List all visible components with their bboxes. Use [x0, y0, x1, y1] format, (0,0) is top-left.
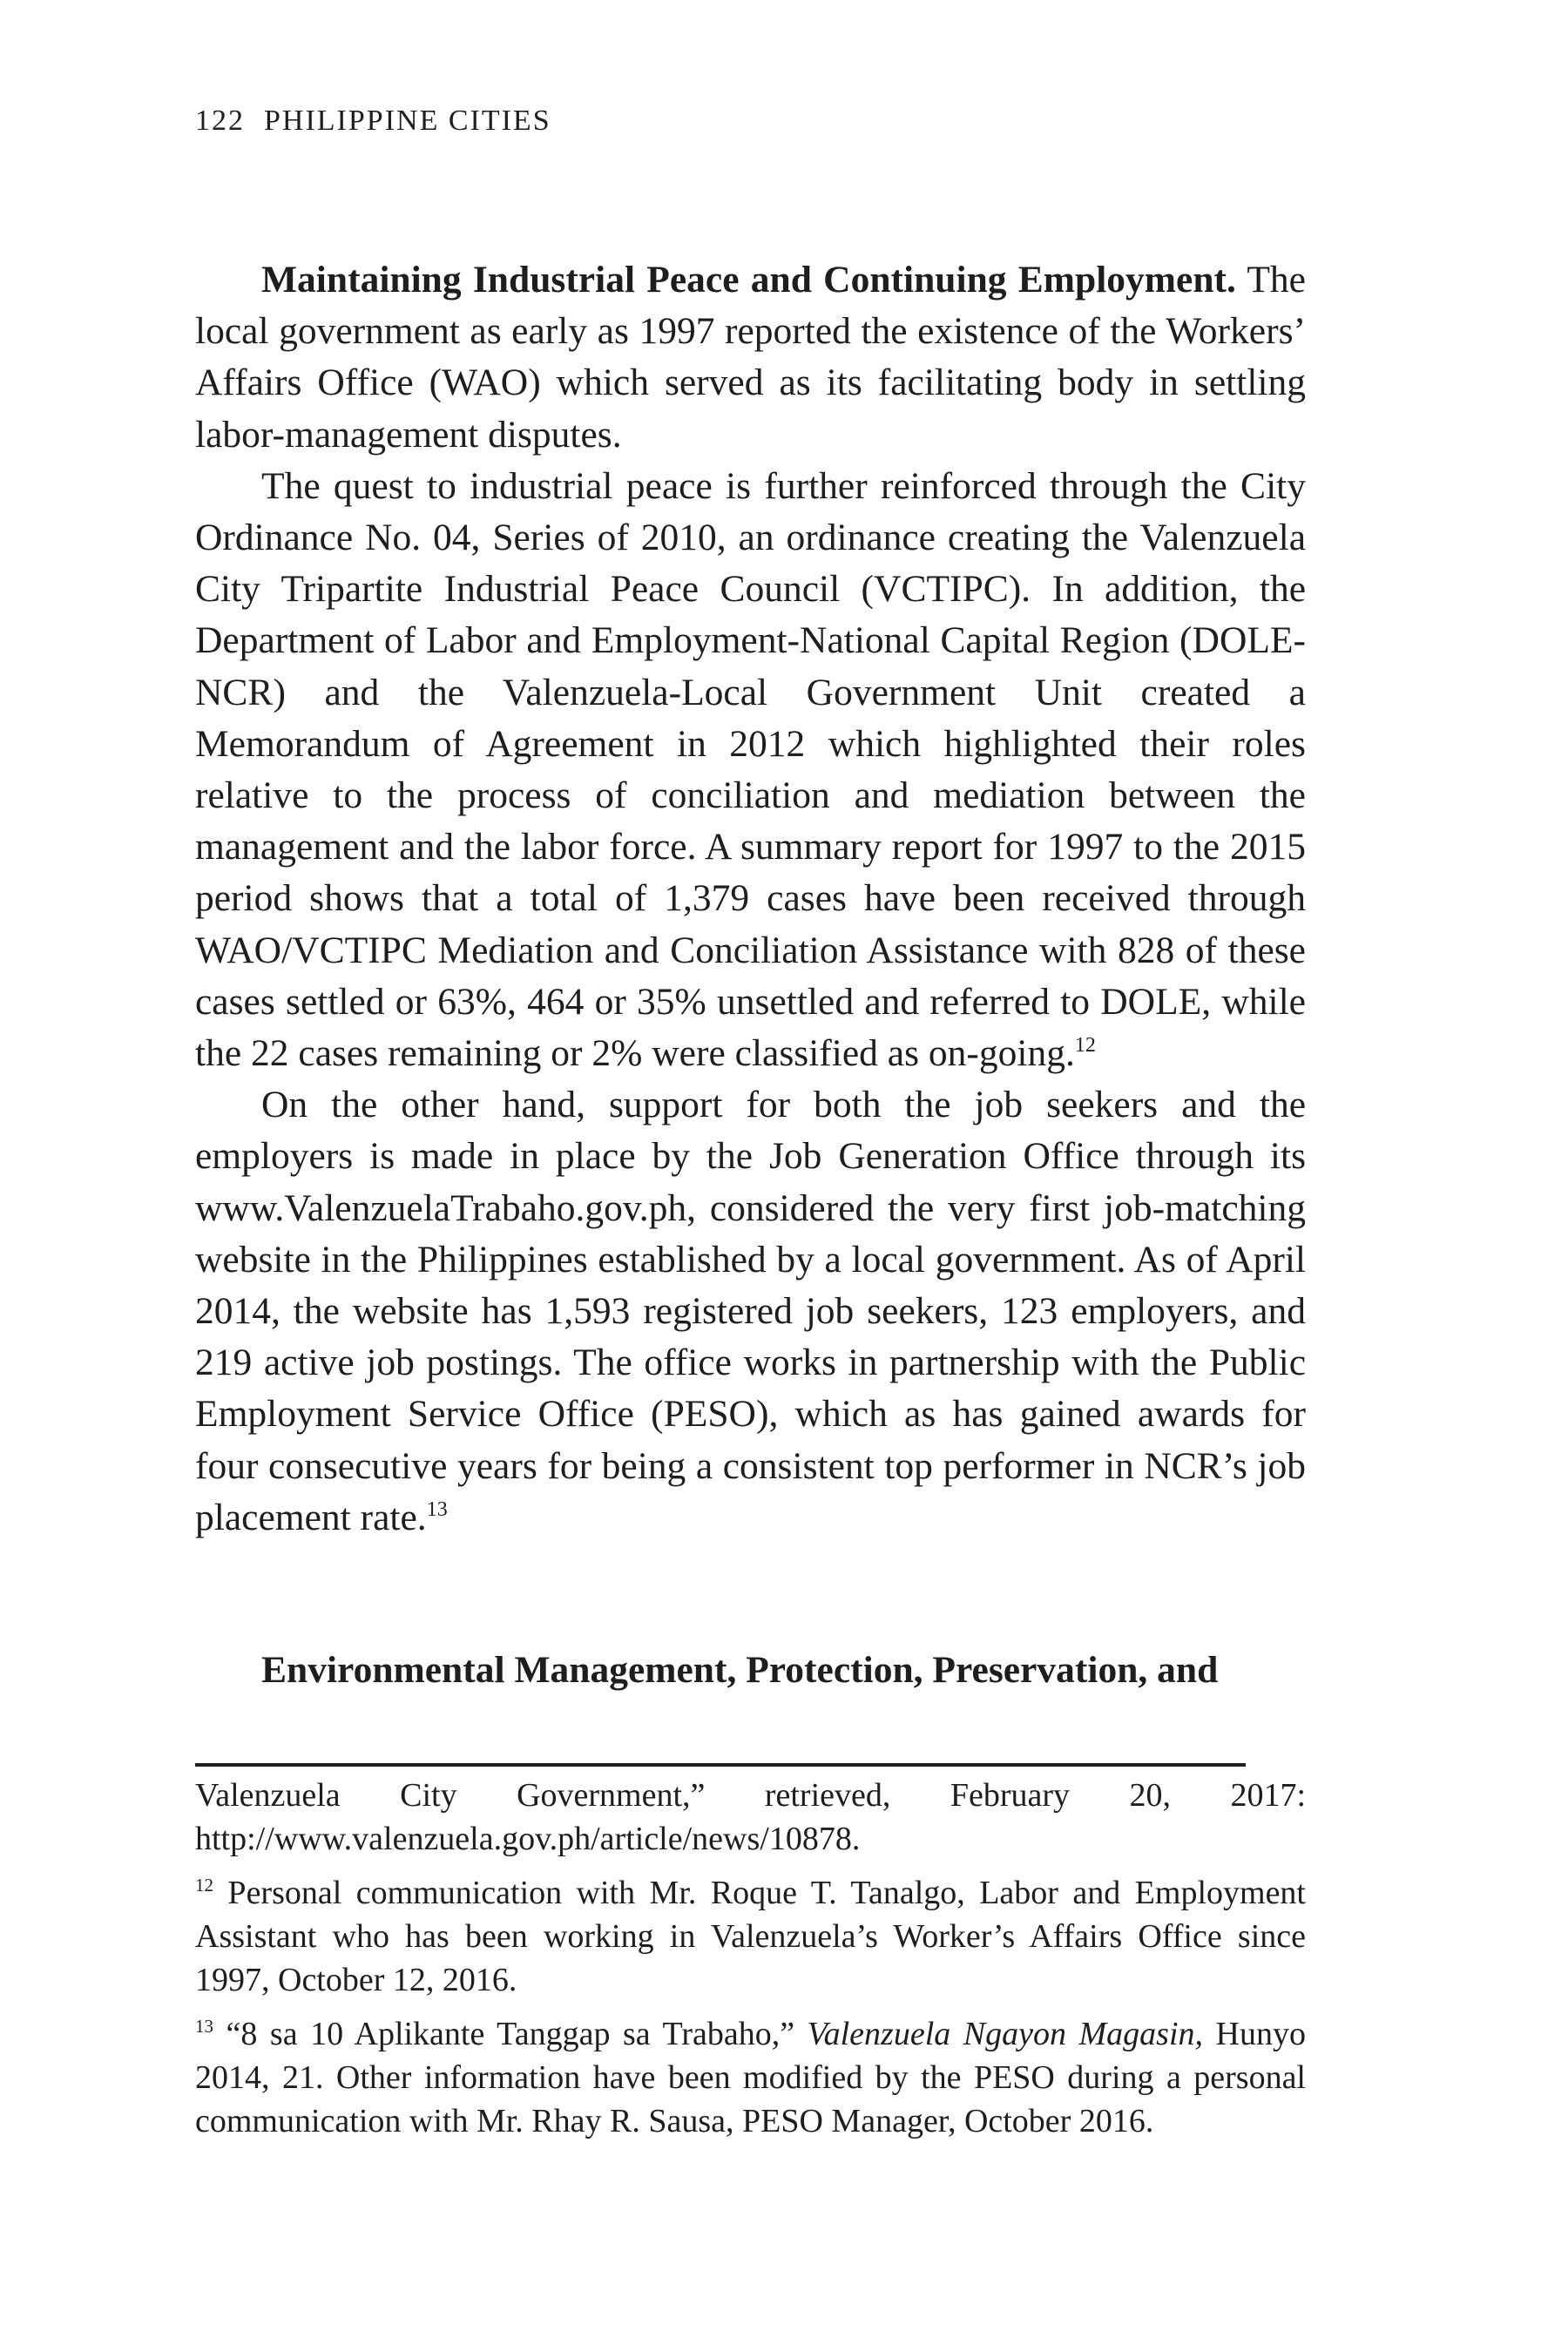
footnote-13-publication: Valenzuela Ngayon Magasin, — [807, 2016, 1204, 2052]
paragraph-2-text: The quest to industrial peace is further reinforced through the City Ordinance No. 04, Series of 2010, an ordinance creating the Valenzuela City Tripartite Industrial Peace Council (VCTIPC). In addition, the Department of Labor and Employment-National Capital Region (DOLE-NCR) and the Valenzuela-Local Government Unit created a Memorandum of Agreement in 2012 which highlighted their roles relative to the process of conciliation and mediation between the management and the labor force. A summary report for 1997 to the 2015 period shows that a total of 1,379 cases have been received through WAO/VCTIPC Mediation and Conciliation Assistance with 828 of these cases settled or 63%, 464 or 35% unsettled and referred to DOLE, while the 22 cases remaining or 2% were classified as on-going. — [195, 464, 1306, 1075]
page-number: 122 — [195, 105, 245, 137]
footnote-ref-13: 13 — [426, 1497, 448, 1521]
paragraph-1 — [195, 254, 1306, 461]
footnote-13-text-end: Hunyo 2014, 21. Other information have been modified by the PESO during a personal communication with Mr. Rhay R. Sausa, PESO Manager, October 2016. — [195, 2016, 1306, 2139]
footnotes — [195, 1774, 1306, 2153]
paragraph-3 — [195, 1079, 1306, 1544]
footnote-continued: Valenzuela City Government,” retrieved, February 20, 2017: http://www.valenzuela.gov.ph/article/news/10878. — [195, 1777, 1306, 1857]
paragraph-2 — [195, 461, 1306, 1079]
footnote-12-number: 12 — [195, 1875, 213, 1896]
footnote-ref-12: 12 — [1074, 1034, 1096, 1058]
paragraph-3-text: On the other hand, support for both the job seekers and the employers is made in place by the Job Generation Office through its www.ValenzuelaTrabaho.gov.ph, considered the very first job-matching website in the Philippines established by a local government. As of April 2014, the website has 1,593 registered job seekers, 123 employers, and 219 active job postings. The office works in partnership with the Public Employment Service Office (PESO), which as has gained awards for four consecutive years for being a consistent top performer in NCR’s job placement rate. — [195, 1084, 1306, 1538]
footnote-divider — [195, 1763, 1246, 1767]
section-heading: Maintaining Industrial Peace and Continuing Employment. — [261, 259, 1236, 301]
next-section-heading: Environmental Management, Protection, Preservation, and — [261, 1649, 1219, 1691]
footnote-13-text-start: “8 sa 10 Aplikante Tanggap sa Trabaho,” — [213, 2016, 808, 2052]
running-title: PHILIPPINE CITIES — [264, 105, 551, 137]
running-header — [195, 106, 551, 136]
footnote-12 — [195, 1871, 1306, 2002]
footnote-13-number: 13 — [195, 2016, 213, 2037]
paragraph-1-text: The local government as early as 1997 reported the existence of the Workers’ Affairs Office (WAO) which served as its facilitating body in settling labor-management disputes. — [195, 259, 1306, 456]
footnote-13 — [195, 2012, 1306, 2143]
main-text — [195, 254, 1306, 1544]
footnote-12-text: Personal communication with Mr. Roque T. Tanalgo, Labor and Employment Assistant who has been working in Valenzuela’s Worker’s Affairs Office since 1997, October 12, 2016. — [195, 1875, 1306, 1998]
